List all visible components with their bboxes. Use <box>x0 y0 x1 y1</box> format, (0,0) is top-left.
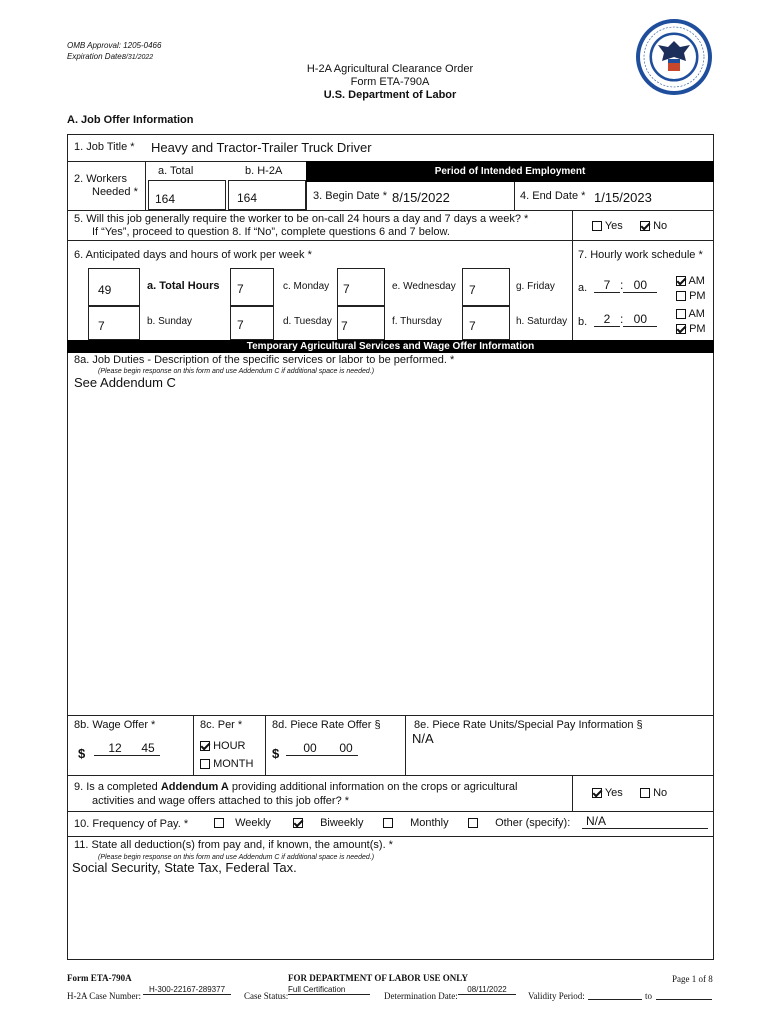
per-month-label: MONTH <box>213 758 254 770</box>
piece-units-label: 8e. Piece Rate Units/Special Pay Information § <box>414 719 643 731</box>
schedule-b-pm[interactable] <box>676 323 706 335</box>
deductions-label: 11. State all deduction(s) from pay and, if known, the amount(s). * <box>74 839 393 851</box>
schedule-a-am-checkbox[interactable] <box>676 276 686 286</box>
wage-cents: 45 <box>136 741 160 756</box>
schedule-a-pm-checkbox[interactable] <box>676 291 686 301</box>
workers-needed-label: 2. Workers <box>74 173 127 185</box>
deductions-value[interactable]: Social Security, State Tax, Federal Tax. <box>72 860 297 875</box>
case-status-value: Full Certification <box>288 985 370 995</box>
thursday-value: 7 <box>469 319 476 333</box>
footer-dol-use-only: FOR DEPARTMENT OF LABOR USE ONLY <box>288 973 468 983</box>
blank-hours-value: 7 <box>237 282 244 296</box>
workers-h2a-value: 164 <box>237 191 258 205</box>
schedule-b-min: 00 <box>623 312 657 327</box>
pay-weekly-option[interactable] <box>214 817 271 829</box>
job-title-value[interactable]: Heavy and Tractor-Trailer Truck Driver <box>151 140 372 155</box>
pay-frequency-label: 10. Frequency of Pay. * <box>74 818 189 830</box>
schedule-b-label: b. <box>578 316 588 328</box>
per-hour-checkbox[interactable] <box>200 741 210 751</box>
pay-biweekly-checkbox[interactable] <box>293 818 303 828</box>
q9-question-2: activities and wage offers attached to this job offer? * <box>92 795 350 807</box>
tuesday-field[interactable] <box>337 306 385 340</box>
temp-services-header: Temporary Agricultural Services and Wage Offer Information <box>67 340 714 353</box>
case-number-value: H-300-22167-289377 <box>143 985 231 995</box>
workers-total-header: a. Total <box>158 165 194 177</box>
end-date-label: 4. End Date * <box>520 190 586 202</box>
schedule-a-am-label: AM <box>688 275 705 287</box>
saturday-label: h. Saturday <box>516 316 568 327</box>
q5-no-option[interactable] <box>640 220 667 232</box>
pay-monthly-label: Monthly <box>410 817 449 829</box>
schedule-a-am[interactable] <box>676 275 705 287</box>
per-hour-option[interactable] <box>200 740 245 752</box>
job-duties-label: 8a. Job Duties - Description of the specific services or labor to be performed. * <box>74 354 455 366</box>
q9-addendum-a: Addendum A <box>160 781 229 793</box>
section-a-title: A. Job Offer Information <box>67 114 194 126</box>
total-hours-field[interactable] <box>88 268 140 306</box>
tuesday-value: 7 <box>341 319 348 333</box>
form-number: Form ETA-790A <box>350 76 430 88</box>
pay-biweekly-label: Biweekly <box>320 817 364 829</box>
schedule-b-hour: 2 <box>594 312 620 327</box>
schedule-a-pm[interactable] <box>676 290 706 302</box>
q5-no-checkbox[interactable] <box>640 221 650 231</box>
per-label: 8c. Per * <box>200 719 243 731</box>
monday-value: 7 <box>343 282 350 296</box>
pay-monthly-checkbox[interactable] <box>383 818 393 828</box>
monday-field[interactable] <box>337 268 385 306</box>
form-title: H-2A Agricultural Clearance Order <box>306 63 474 75</box>
q5-yes-checkbox[interactable] <box>592 221 602 231</box>
q6-label: 6. Anticipated days and hours of work per week * <box>74 249 312 261</box>
per-hour-label: HOUR <box>213 740 246 752</box>
thursday-field[interactable] <box>462 306 510 340</box>
pay-biweekly-option[interactable] <box>293 817 363 829</box>
tuesday-label: d. Tuesday <box>283 316 332 327</box>
piece-units-value[interactable]: N/A <box>412 731 434 746</box>
q7-label: 7. Hourly work schedule * <box>578 249 703 261</box>
piece-dollar-sign: $ <box>272 746 280 761</box>
determination-label: Determination Date: <box>384 991 458 1001</box>
pay-other-label: Other (specify): <box>495 817 571 829</box>
validity-end-line <box>656 999 712 1000</box>
expiration-label: Expiration Date: <box>67 52 124 61</box>
q5-question: 5. Will this job generally require the worker to be on-call 24 hours a day and 7 days a week? * <box>74 213 529 225</box>
q9-yes-checkbox[interactable] <box>592 788 602 798</box>
case-status-label: Case Status: <box>244 991 289 1001</box>
pay-other-checkbox[interactable] <box>468 818 478 828</box>
q5-no-label: No <box>653 220 668 232</box>
period-header: Period of Intended Employment <box>306 161 714 182</box>
expiration-value: 8/31/2022 <box>122 54 154 61</box>
wage-dollars: 12 <box>94 741 136 756</box>
validity-to: to <box>645 991 653 1001</box>
sunday-label: b. Sunday <box>147 316 193 327</box>
schedule-a-time[interactable] <box>594 278 657 293</box>
footer-page-number: Page 1 of 8 <box>672 974 713 984</box>
q9-no-label: No <box>653 787 668 799</box>
wage-offer-value[interactable] <box>94 741 160 756</box>
deductions-note: (Please begin response on this form and use Addendum C if additional space is needed.) <box>98 854 375 861</box>
job-duties-note: (Please begin response on this form and use Addendum C if additional space is needed.) <box>98 368 375 375</box>
schedule-b-pm-checkbox[interactable] <box>676 324 686 334</box>
piece-dollars: 00 <box>286 741 334 756</box>
omb-approval: OMB Approval: 1205-0466 <box>67 41 162 50</box>
schedule-a-colon: : <box>620 278 624 292</box>
wage-dollar-sign: $ <box>78 746 86 761</box>
q9-text-post: providing additional information on the crops or agricultural <box>228 781 518 793</box>
sunday-value: 7 <box>237 318 244 332</box>
workers-h2a-header: b. H-2A <box>245 165 283 177</box>
wednesday-label: e. Wednesday <box>392 281 456 292</box>
schedule-a-hour: 7 <box>594 278 620 293</box>
workers-total-value: 164 <box>155 192 176 206</box>
q5-yes-label: Yes <box>604 220 623 232</box>
pay-weekly-label: Weekly <box>235 817 271 829</box>
q9-no-checkbox[interactable] <box>640 788 650 798</box>
schedule-b-time[interactable] <box>594 312 657 327</box>
blank-hours-field[interactable] <box>230 268 274 306</box>
q9-no-option[interactable] <box>640 787 667 799</box>
monday-label: c. Monday <box>283 281 330 292</box>
pay-other-option[interactable] <box>468 817 570 829</box>
dol-seal-icon <box>634 17 714 97</box>
extra-field[interactable] <box>88 306 140 340</box>
pay-weekly-checkbox[interactable] <box>214 818 224 828</box>
schedule-a-min: 00 <box>623 278 657 293</box>
piece-rate-label: 8d. Piece Rate Offer § <box>272 719 381 731</box>
footer-form-number: Form ETA-790A <box>67 973 132 983</box>
total-hours-label: a. Total Hours <box>147 280 220 292</box>
total-hours-value: 49 <box>98 283 112 297</box>
per-month-option[interactable] <box>200 758 253 770</box>
department-name: U.S. Department of Labor <box>323 89 457 101</box>
job-title-label: 1. Job Title * <box>74 141 135 153</box>
end-date-value[interactable]: 1/15/2023 <box>594 190 652 205</box>
case-number-label: H-2A Case Number: <box>67 991 141 1001</box>
q9-question <box>74 781 517 793</box>
per-month-checkbox[interactable] <box>200 759 210 769</box>
pay-other-value[interactable]: N/A <box>582 814 708 829</box>
extra-value: 7 <box>98 319 105 333</box>
schedule-b-pm-label: PM <box>689 323 706 335</box>
piece-cents: 00 <box>334 741 358 756</box>
schedule-a-pm-label: PM <box>689 290 706 302</box>
schedule-b-am-label: AM <box>688 308 705 320</box>
validity-label: Validity Period: <box>528 991 585 1001</box>
workers-needed-label-2: Needed * <box>92 186 138 198</box>
schedule-b-am[interactable] <box>676 308 705 320</box>
q9-text-pre: 9. Is a completed <box>74 781 161 793</box>
job-duties-value[interactable]: See Addendum C <box>74 375 176 390</box>
wage-offer-label: 8b. Wage Offer * <box>74 719 156 731</box>
sunday-field[interactable] <box>230 306 274 340</box>
workers-h2a-field[interactable] <box>228 180 306 210</box>
piece-rate-value[interactable] <box>286 741 358 756</box>
begin-date-label: 3. Begin Date * <box>313 190 387 202</box>
schedule-b-am-checkbox[interactable] <box>676 309 686 319</box>
schedule-a-label: a. <box>578 282 588 294</box>
friday-label: g. Friday <box>516 281 555 292</box>
wednesday-value: 7 <box>469 283 476 297</box>
schedule-b-colon: : <box>620 312 624 326</box>
q9-yes-label: Yes <box>604 787 623 799</box>
begin-date-value[interactable]: 8/15/2022 <box>392 190 450 205</box>
q9-yes-option[interactable] <box>592 787 623 799</box>
determination-value: 08/11/2022 <box>458 985 516 995</box>
validity-start-line <box>588 999 642 1000</box>
wednesday-field[interactable] <box>462 268 510 306</box>
q5-instruction: If “Yes”, proceed to question 8. If “No”, complete questions 6 and 7 below. <box>92 226 450 238</box>
q5-yes-option[interactable] <box>592 220 623 232</box>
pay-monthly-option[interactable] <box>383 817 449 829</box>
workers-total-field[interactable] <box>148 180 226 210</box>
thursday-label: f. Thursday <box>392 316 442 327</box>
